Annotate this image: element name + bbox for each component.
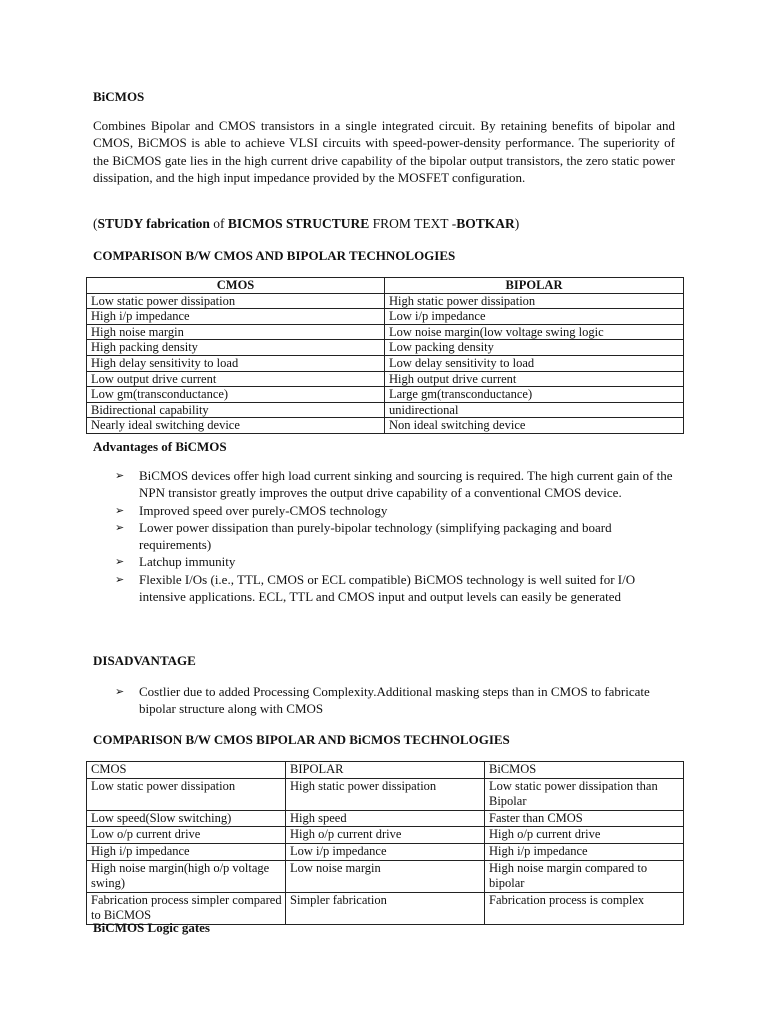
table-row [87,827,684,844]
table-row [87,324,684,340]
header-cmos: CMOS [87,762,286,779]
table-cell: High static power dissipation [286,778,485,810]
table-row [87,293,684,309]
table-cell: Low i/p impedance [286,843,485,860]
study-note: (STUDY fabrication of BICMOS STRUCTURE FROM TEXT -BOTKAR) [93,216,520,231]
table-cell: Large gm(transconductance) [385,387,684,403]
table-cell: Low noise margin [286,860,485,892]
list-item: ➢ Lower power dissipation than purely-bipolar technology (simplifying packaging and board requirements) [115,519,612,553]
table-row [87,387,684,403]
table-cell: High output drive current [385,371,684,387]
table-cell: High packing density [87,340,385,356]
disadvantage-heading: DISADVANTAGE [93,653,196,668]
table-cell: High i/p impedance [87,309,385,325]
table-cell: Low static power dissipation [87,293,385,309]
table-cell: Low noise margin(low voltage swing logic [385,324,684,340]
table-cell: Low delay sensitivity to load [385,355,684,371]
arrow-bullet-icon: ➢ [115,503,125,517]
table-cell: Low i/p impedance [385,309,684,325]
cmos-bipolar-table [86,277,684,434]
page-title: BiCMOS [93,89,145,104]
advantages-list [93,467,673,605]
table-cell: Non ideal switching device [385,418,684,434]
table-cell: High o/p current drive [485,827,684,844]
table-cell: High delay sensitivity to load [87,355,385,371]
table-cell: High i/p impedance [485,843,684,860]
table-row [87,402,684,418]
list-item: ➢ BiCMOS devices offer high load current sinking and sourcing is required. The high current gain of the NPN transistor greatly improves the output drive capability of a conventional CMOS device. [115,468,673,501]
table-cell: Low speed(Slow switching) [87,810,286,827]
table-row [87,309,684,325]
comparison1-heading: COMPARISON B/W CMOS AND BIPOLAR TECHNOLOGIES [93,248,456,263]
table-row [87,418,684,434]
table-row [87,778,684,810]
logic-gates-heading: BiCMOS Logic gates [93,920,210,935]
table-row [87,371,684,387]
table-cell: Faster than CMOS [485,810,684,827]
arrow-bullet-icon: ➢ [115,520,125,534]
table-cell: High i/p impedance [87,843,286,860]
table-row [87,843,684,860]
table-row [87,860,684,892]
table-row [87,355,684,371]
arrow-bullet-icon: ➢ [115,572,125,586]
table-row [87,340,684,356]
arrow-bullet-icon: ➢ [115,469,125,482]
advantages-heading: Advantages of BiCMOS [93,439,227,454]
table-cell: Low gm(transconductance) [87,387,385,403]
arrow-bullet-icon: ➢ [115,685,125,698]
table-cell: Fabrication process is complex [485,892,684,924]
table-cell: Fabrication process simpler compared to BiCMOS [87,892,286,924]
table-cell: Low static power dissipation [87,778,286,810]
disadvantage-list [93,683,673,718]
table-header-row [87,278,684,294]
table-cell: Low packing density [385,340,684,356]
table-cell: Low o/p current drive [87,827,286,844]
list-item: ➢ Latchup immunity [115,554,236,570]
table-cell: Simpler fabrication [286,892,485,924]
intro-paragraph: Combines Bipolar and CMOS transistors in a single integrated circuit. By retaining benefits of bipolar and CMOS, BiCMOS is able to achieve VLSI circuits with speed-power-density performance. The superiority of the BiCMOS gate lies in the high current drive capability of the bipolar output transistors, the zero static power dissipation, and the high input impedance provided by the MOSFET configuration. [93,118,675,185]
table-cell: Nearly ideal switching device [87,418,385,434]
table-cell: High static power dissipation [385,293,684,309]
header-cmos: CMOS [87,278,385,294]
table-header-row [87,762,684,779]
list-item: ➢ Improved speed over purely-CMOS technology [115,502,388,518]
table-cell: Low output drive current [87,371,385,387]
table-cell: unidirectional [385,402,684,418]
arrow-bullet-icon: ➢ [115,555,125,569]
table-cell: Low static power dissipation than Bipolar [485,778,684,810]
table-cell: High o/p current drive [286,827,485,844]
header-bicmos: BiCMOS [485,762,684,779]
table-cell: High speed [286,810,485,827]
table-row [87,810,684,827]
header-bipolar: BIPOLAR [385,278,684,294]
table-cell: High noise margin [87,324,385,340]
table-cell: High noise margin compared to bipolar [485,860,684,892]
comparison2-heading: COMPARISON B/W CMOS BIPOLAR AND BiCMOS TECHNOLOGIES [93,732,510,747]
header-bipolar: BIPOLAR [286,762,485,779]
table-cell: Bidirectional capability [87,402,385,418]
list-item: ➢ Flexible I/Os (i.e., TTL, CMOS or ECL compatible) BiCMOS technology is well suited for I/O intensive applications. ECL, TTL and CMOS input and output levels can easily be generated [115,571,636,605]
list-item: ➢ Costlier due to added Processing Complexity.Additional masking steps than in CMOS to fabricate bipolar structure along with CMOS [115,684,650,717]
cmos-bipolar-bicmos-table [86,761,684,925]
table-cell: High noise margin(high o/p voltage swing) [87,860,286,892]
